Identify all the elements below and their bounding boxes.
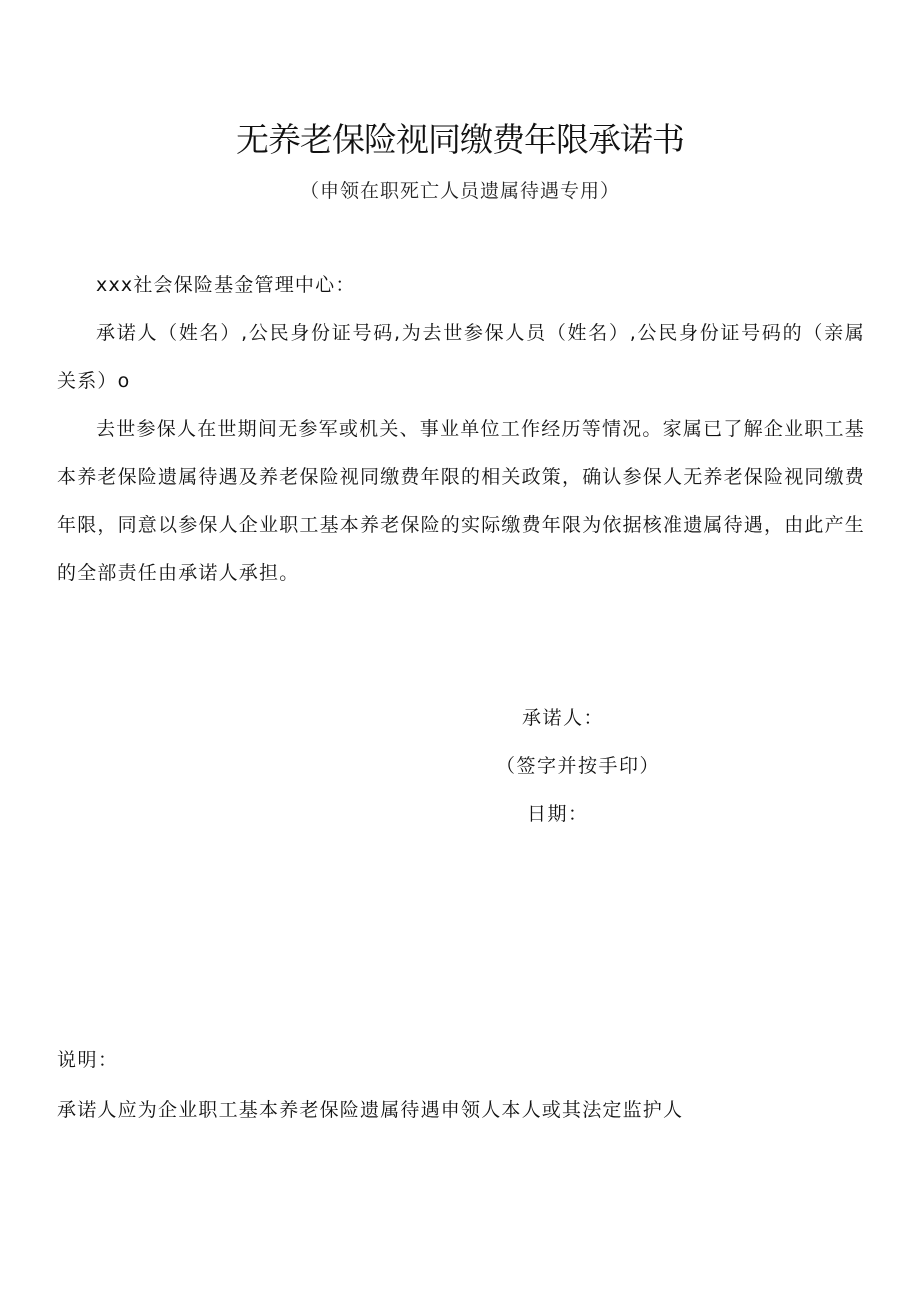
commitment-paragraph-identity: 承诺人（姓名）,公民身份证号码,为去世参保人员（姓名）,公民身份证号码的（亲属关系）o (57, 322, 865, 392)
notes-heading: 说明： (57, 1049, 119, 1071)
signature-note: （签字并按手印） (496, 755, 661, 777)
notes-text: 承诺人应为企业职工基本养老保险遗属待遇申领人本人或其法定监护人 (57, 1099, 684, 1121)
date-label: 日期： (527, 803, 589, 825)
commitment-paragraph-statement: 去世参保人在世期间无参军或机关、事业单位工作经历等情况。家属已了解企业职工基本养老保险遗属待遇及养老保险视同缴费年限的相关政策，确认参保人无养老保险视同缴费年限，同意以参保人企业职工基本养老保险的实际缴费年限为依据核准遗属待遇，由此产生的全部责任由承诺人承担。 (57, 418, 866, 584)
document-subtitle: （申领在职死亡人员遗属待遇专用） (299, 180, 620, 202)
document-title: 无养老保险视同缴费年限承诺书 (236, 120, 684, 159)
addressee-line: xxx社会保险基金管理中心： (96, 274, 356, 296)
promisor-label: 承诺人： (522, 707, 605, 729)
